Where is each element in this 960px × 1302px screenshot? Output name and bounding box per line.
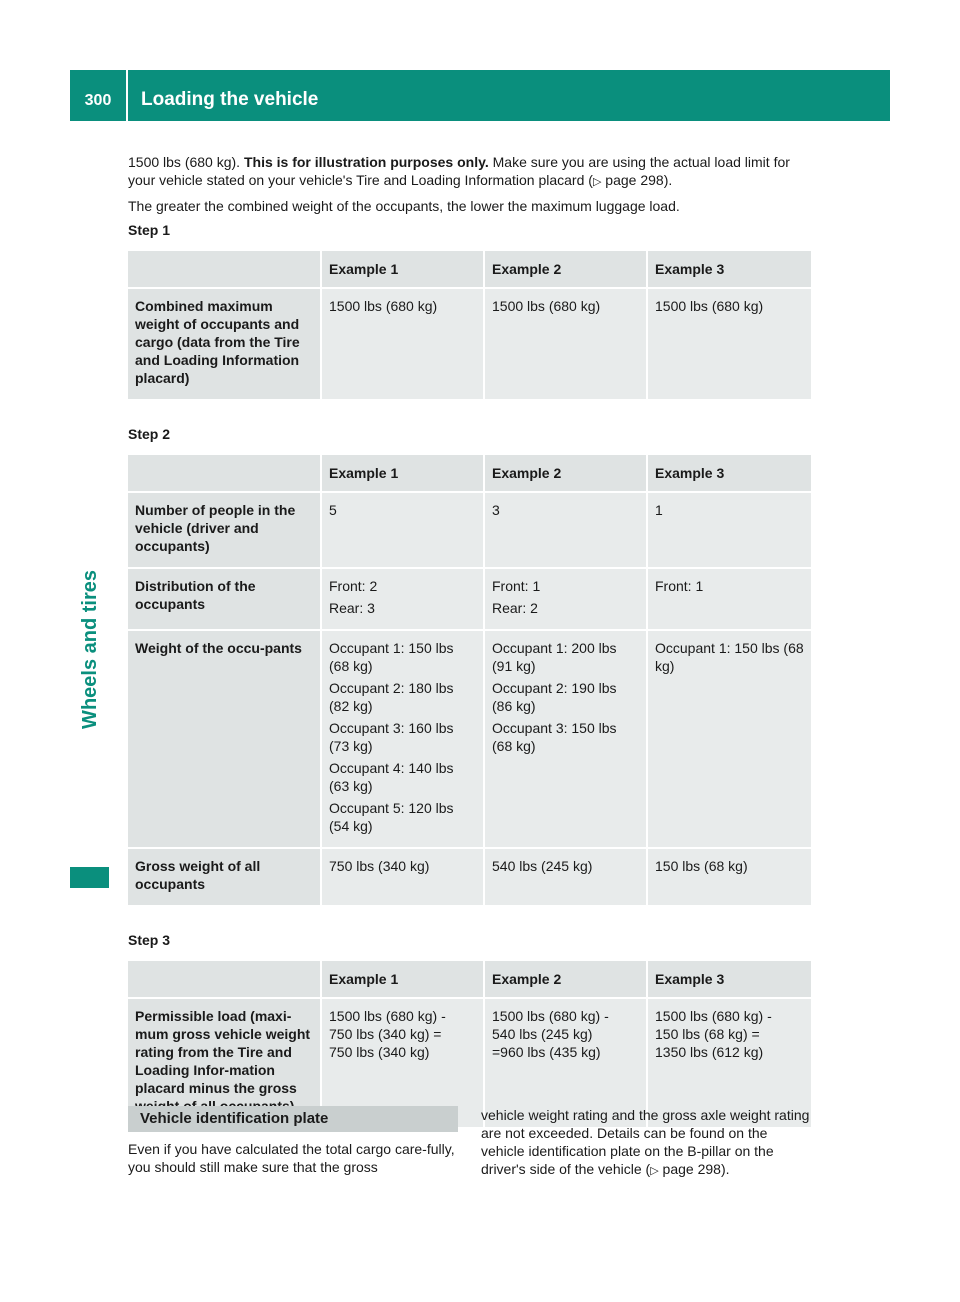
table-header-cell: Example 3 [647, 961, 811, 998]
table-row [128, 288, 811, 400]
cell-value: 750 lbs (340 kg) [329, 1044, 430, 1060]
cell-value: 1 [655, 502, 663, 518]
cell-value: 1350 lbs (612 kg) [655, 1044, 764, 1060]
table-cell [647, 568, 811, 630]
section-tab-label: Wheels and tires [78, 570, 101, 729]
cell-value: 540 lbs (245 kg) [492, 1026, 593, 1042]
row-label: Gross weight of all occupants [128, 848, 321, 906]
row-label: Weight of the occu-pants [128, 630, 321, 848]
table-header-cell [128, 455, 321, 492]
table-header-cell: Example 1 [321, 251, 484, 288]
table-cell: 1500 lbs (680 kg) [321, 288, 484, 400]
table-cell [321, 492, 484, 568]
cell-value: 1500 lbs (680 kg) - [329, 1008, 446, 1024]
table-cell: 1500 lbs (680 kg) [647, 288, 811, 400]
table-header-row [128, 455, 811, 492]
table-header-row [128, 251, 811, 288]
cell-value: =960 lbs (435 kg) [492, 1044, 601, 1060]
table-cell [484, 848, 647, 906]
step-3-table [128, 961, 811, 1129]
table-cell [484, 568, 647, 630]
cell-value: 1500 lbs (680 kg) - [655, 1008, 772, 1024]
page-title: Loading the vehicle [141, 89, 319, 110]
section-tab-marker [70, 867, 109, 888]
table-header-cell: Example 3 [647, 251, 811, 288]
table-cell [647, 492, 811, 568]
cell-value: 3 [492, 502, 500, 518]
intro-paragraph-2: The greater the combined weight of the occupants, the lower the maximum luggage load. [128, 198, 680, 214]
vehicle-id-right-column [481, 1106, 811, 1180]
cell-value: 750 lbs (340 kg) = [329, 1026, 442, 1042]
cell-value: Occupant 2: 180 lbs (82 kg) [329, 680, 454, 714]
cell-value: 540 lbs (245 kg) [492, 858, 593, 874]
table-cell [647, 630, 811, 848]
table-row [128, 492, 811, 568]
table-cell: 1500 lbs (680 kg) [484, 288, 647, 400]
row-label: Combined maximum weight of occupants and cargo (data from the Tire and Loading Information placard) [128, 288, 321, 400]
header-divider [126, 70, 128, 121]
table-cell [647, 848, 811, 906]
cell-value: Occupant 1: 150 lbs (68 kg) [655, 640, 804, 674]
cell-value: Occupant 4: 140 lbs (63 kg) [329, 760, 454, 794]
vehicle-id-text-right: vehicle weight rating and the gross axle weight rating are not exceeded. Details can be found on the vehicle identification plate on the B-pillar on the driver's side of the vehicle ( [481, 1107, 810, 1177]
intro-paragraph-1 [128, 153, 811, 191]
step-1-label: Step 1 [128, 222, 171, 238]
section-heading: Vehicle identification plate [128, 1106, 458, 1132]
cell-value: Occupant 5: 120 lbs (54 kg) [329, 800, 454, 834]
table-cell [321, 568, 484, 630]
cell-value: Occupant 1: 200 lbs (91 kg) [492, 640, 617, 674]
intro-text-rest: Make sure you are using the actual load limit for your vehicle stated on your vehicle's Tire and Loading Information placard ( [128, 154, 790, 188]
cell-value: Occupant 1: 150 lbs (68 kg) [329, 640, 454, 674]
step-2-table [128, 455, 811, 907]
table-cell [484, 492, 647, 568]
page-ref-link[interactable]: page 298). [658, 1161, 730, 1177]
intro-text-start: 1500 lbs (680 kg). [128, 154, 244, 170]
cell-value: Rear: 3 [329, 600, 375, 616]
table-header-cell: Example 2 [484, 961, 647, 998]
cell-value: Front: 1 [492, 578, 541, 594]
table-header-cell: Example 1 [321, 455, 484, 492]
cell-value: Occupant 2: 190 lbs (86 kg) [492, 680, 617, 714]
table-header-cell: Example 1 [321, 961, 484, 998]
step-2-label: Step 2 [128, 426, 171, 442]
table-row [128, 848, 811, 906]
table-header-cell: Example 2 [484, 251, 647, 288]
row-label: Number of people in the vehicle (driver and occupants) [128, 492, 321, 568]
table-cell [321, 848, 484, 906]
vehicle-id-left-column [128, 1106, 458, 1176]
cell-value: Occupant 3: 160 lbs (73 kg) [329, 720, 454, 754]
step-1-table [128, 251, 811, 401]
main-content [128, 153, 811, 1153]
page-number: 300 [84, 92, 112, 109]
page-ref-arrow-icon: ▷ [650, 1165, 659, 1177]
table-header-cell: Example 2 [484, 455, 647, 492]
vehicle-id-text-left: Even if you have calculated the total cargo care-fully, you should still make sure that the gross [128, 1141, 455, 1175]
table-cell [321, 630, 484, 848]
intro-text [128, 153, 811, 215]
cell-value: Front: 1 [655, 578, 704, 594]
cell-value: Occupant 3: 150 lbs (68 kg) [492, 720, 617, 754]
table-row [128, 630, 811, 848]
table-header-cell [128, 251, 321, 288]
table-cell [484, 630, 647, 848]
cell-value: 5 [329, 502, 337, 518]
step-3-label: Step 3 [128, 932, 171, 948]
table-header-cell: Example 3 [647, 455, 811, 492]
row-label: Permissible load (maxi-mum gross vehicle weight rating from the Tire and Loading Infor-mation placard minus the gross [128, 998, 321, 1128]
table-header-cell [128, 961, 321, 998]
row-label: Distribution of the occupants [128, 568, 321, 630]
table-row [128, 568, 811, 630]
cell-value: 1500 lbs (680 kg) - [492, 1008, 609, 1024]
cell-value: 150 lbs (68 kg) [655, 858, 748, 874]
cell-value: 750 lbs (340 kg) [329, 858, 430, 874]
page-ref-link[interactable]: page 298). [601, 172, 673, 188]
table-header-row [128, 961, 811, 998]
cell-value: 150 lbs (68 kg) = [655, 1026, 760, 1042]
intro-bold-note: This is for illustration purposes only. [243, 154, 489, 170]
page-ref-arrow-icon: ▷ [592, 176, 602, 188]
cell-value: Front: 2 [329, 578, 378, 594]
cell-value: Rear: 2 [492, 600, 538, 616]
